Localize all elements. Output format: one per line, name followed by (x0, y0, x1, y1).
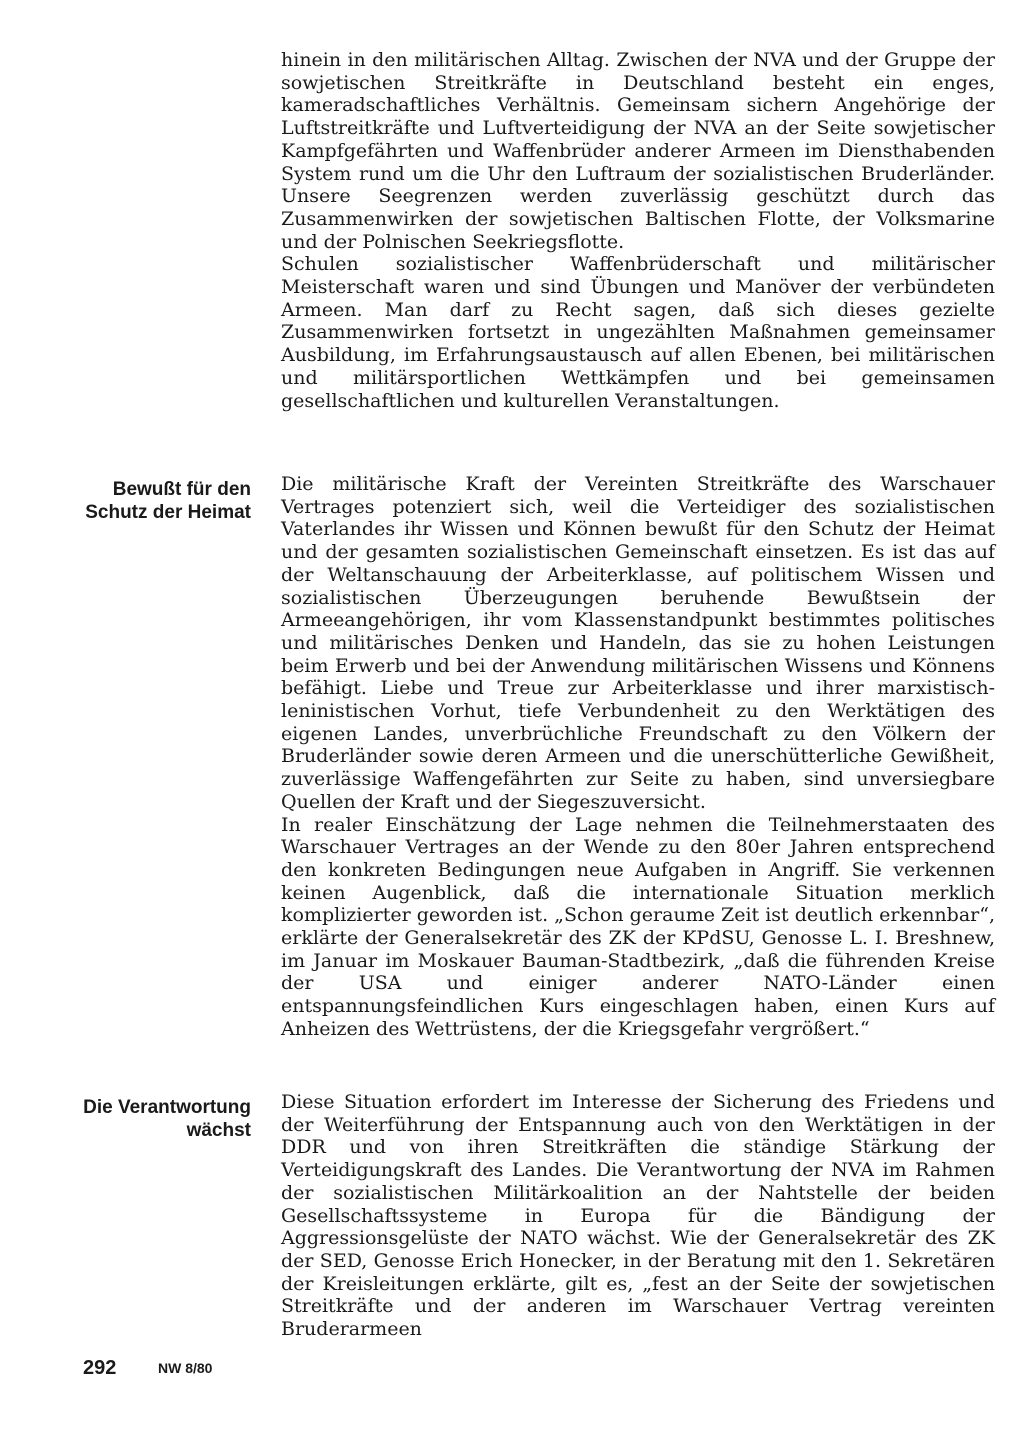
sidenote-line: Bewußt für den (112, 479, 251, 500)
paragraph: Diese Situation erfordert im Interesse der Sicherung des Friedens und der Weiterführung der Entspannung auch von den Werktätigen in der DDR und von ihren Streitkräften die ständige Stärkung der Verteidigungskraft des Landes. Die Verantwortung der NVA im Rahmen der sozialistischen Militärkoalition an der Nahtstelle der beiden Gesellschaftssysteme in Europa für die Bändigung der Aggressionsgelüste der NATO wächst. Wie der Generalsekretär des ZK der SED, Genosse Erich Honecker, in der Beratung mit den 1. Sekretären der Kreisleitungen erklärte, gilt es, „fest an der Seite der sowjetischen Streitkräfte und der anderen im Warschauer Vertrag vereinten Bruderarmeen (281, 1091, 995, 1341)
sidenote-heading-1 (51, 478, 251, 524)
paragraph: Die militärische Kraft der Vereinten Streitkräfte des Warschauer Vertrages potenziert sich, weil die Verteidiger des sozialistischen Vaterlandes ihr Wissen und Können bewußt für den Schutz der Heimat und der gesamten sozialistischen Gemeinschaft einsetzen. Es ist das auf der Weltanschauung der Arbeiterklasse, auf politischem Wissen und sozialistischen Überzeugungen beruhende Bewußtsein der Armeeangehörigen, ihr vom Klassenstandpunkt bestimmtes politisches und militärisches Denken und Handeln, das sie zu hohen Leistungen beim Erwerb und bei der Anwendung militärischen Wissens und Könnens befähigt. Liebe und Treue zur Arbeiterklasse und ihrer marxistisch-leninistischen Vorhut, tiefe Verbundenheit zu den Werktätigen des eigenen Landes, unverbrüchliche Freundschaft zu den Völkern der Bruderländer sowie deren Armeen und die unerschütterliche Gewißheit, zuverlässige Waffengefährten zur Seite zu haben, sind unversiegbare Quellen der Kraft und der Siegeszuversicht. (281, 473, 995, 813)
issue-label: NW 8/80 (158, 1360, 213, 1376)
sidenote-line: Die Verantwortung (83, 1097, 251, 1118)
sidenote-line: wächst (186, 1120, 251, 1141)
text-block-3 (281, 1091, 995, 1341)
text-block-1 (281, 49, 995, 412)
sidenote-heading-2 (51, 1096, 251, 1142)
text-block-2 (281, 473, 995, 1041)
paragraph: In realer Einschätzung der Lage nehmen die Teilnehmerstaaten des Warschauer Vertrages an der Wende zu den 80er Jahren entsprechend den konkreten Bedingungen neue Aufgaben in Angriff. Sie verkennen keinen Augenblick, daß die internationale Situation merklich komplizierter geworden ist. „Schon geraume Zeit ist deutlich erkennbar“, erklärte der Generalsekretär des ZK der KPdSU, Genosse L. I. Breshnew, im Januar im Moskauer Bauman-Stadtbezirk, „daß die führenden Kreise der USA und einiger anderer NATO-Länder einen entspannungsfeindlichen Kurs eingeschlagen haben, einen Kurs auf Anheizen des Wettrüstens, der die Kriegsgefahr vergrößert.“ (281, 813, 995, 1040)
sidenote-line: Schutz der Heimat (85, 502, 251, 523)
paragraph: Schulen sozialistischer Waffenbrüderschaft und militärischer Meisterschaft waren und sind Übungen und Manöver der verbündeten Armeen. Man darf zu Recht sagen, daß sich dieses gezielte Zusammenwirken fortsetzt in ungezählten Maßnahmen gemeinsamer Ausbildung, im Erfahrungsaustausch auf allen Ebenen, bei militärischen und militärsportlichen Wettkämpfen und bei gemeinsamen gesellschaftlichen und kulturellen Veranstaltungen. (281, 253, 995, 412)
paragraph: hinein in den militärischen Alltag. Zwischen der NVA und der Gruppe der sowjetischen Streitkräfte in Deutschland besteht ein enges, kameradschaftliches Verhältnis. Gemeinsam sichern Angehörige der Luftstreitkräfte und Luftverteidigung der NVA an der Seite sowjetischer Kampfgefährten und Waffenbrüder anderer Armeen im Diensthabenden System rund um die Uhr den Luftraum der sozialistischen Bruderländer. Unsere Seegrenzen werden zuverlässig geschützt durch das Zusammenwirken der sowjetischen Baltischen Flotte, der Volksmarine und der Polnischen Seekriegsflotte. (281, 49, 995, 253)
page-number: 292 (83, 1357, 117, 1379)
